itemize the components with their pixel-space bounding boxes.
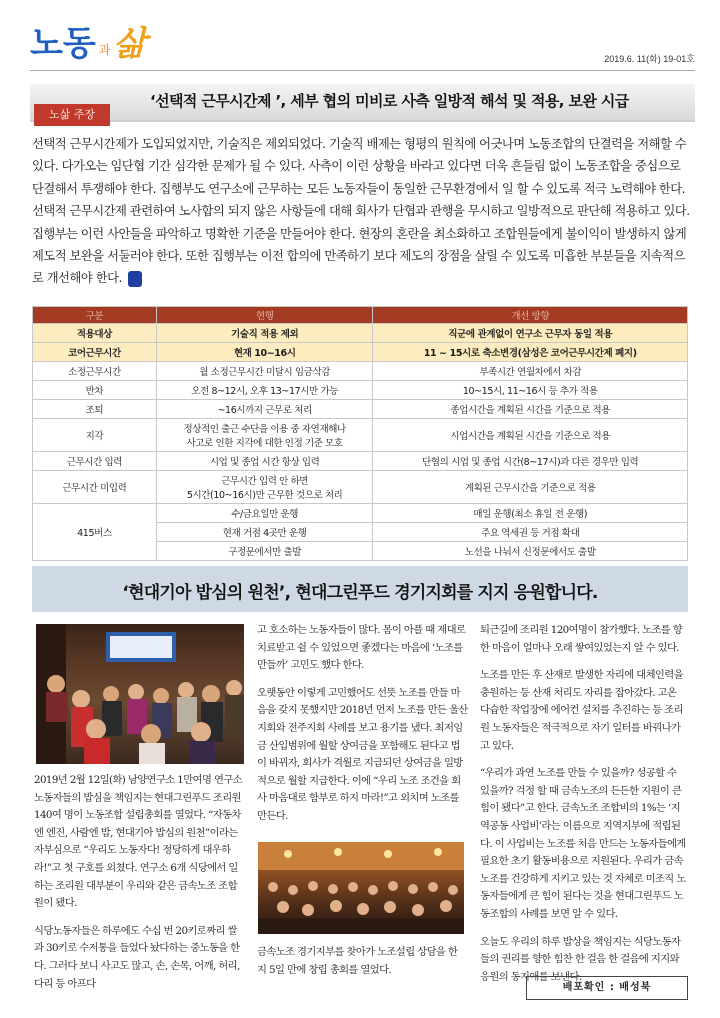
table-cell: 시업 및 종업 시간 항상 입력 — [156, 452, 373, 471]
section1-body — [32, 133, 692, 290]
article-column-1 — [34, 772, 246, 1003]
distribution-note: 배포확인 : 배성북 — [526, 976, 688, 1000]
table-cell: 수/금요일만 운행 — [156, 504, 373, 523]
table-header: 현행 — [156, 307, 373, 324]
table-cell: 11 ~ 15시로 축소변경(삼성은 코어근무시간제 폐지) — [373, 343, 688, 362]
table-cell: 반차 — [33, 381, 157, 400]
section1-paragraph: 선택적 근무시간제가 도입되었지만, 기술직은 제외되었다. 기술직 배제는 형평의 원칙에 어긋나며 노동조합의 단결력을 저해할 수 있다. 다가오는 임단협 기간 심각한 문제가 될 수 있다. 사측이 이런 상황을 바라고 있다면 더욱 흔들림 없이 노동조합을 중심으로 단결해서 투쟁해야 한다. 집행부도 연구소에 근무하는 모든 노동자들이 동일한 근무환경에서 일 할 수 있도록 적극 노력해야 한다. — [32, 137, 687, 196]
table-cell: 부족시간 연월차에서 차감 — [373, 362, 688, 381]
table-row — [33, 452, 688, 471]
meeting-hall-photo — [258, 842, 464, 934]
article-paragraph: 2019년 2월 12일(화) 남양연구소 1만여명 연구소노동자들의 밥심을 책임지는 현대그린푸드 조리원 140여 명이 노동조합 설립총회를 열었다. “자동차엔 엔진, 사람엔 밥, 현대기아 밥심의 원천”이라는 자부심으로 “우리도 노동자다! 정당하게 대우하라!”고 첫 구호를 외쳤다. 연구소 6개 식당에서 일하는 조리원 대부분이 우리와 같은 금속노조 조합원이 됐다. — [34, 774, 243, 910]
publication-logo — [30, 24, 146, 64]
table-cell: 근무시간 입력 — [33, 452, 157, 471]
table-cell: ~16시까지 근무로 처리 — [156, 400, 373, 419]
table-row — [33, 381, 688, 400]
table-cell: 근무시간 미입력 — [33, 471, 157, 504]
table-cell: 10~15시, 11~16시 등 추가 적용 — [373, 381, 688, 400]
section1-banner — [30, 84, 695, 122]
stamp-icon — [128, 271, 142, 287]
table-cell: 적용대상 — [33, 324, 157, 343]
table-header: 구분 — [33, 307, 157, 324]
article-column-3 — [480, 622, 688, 996]
section2-banner — [32, 566, 688, 612]
table-row — [33, 324, 688, 343]
table-cell: 직군에 관계없이 연구소 근무자 동일 적용 — [373, 324, 688, 343]
article-paragraph: 오늘도 우리의 하루 밥상을 책임지는 식당노동자들의 권리를 향한 힘찬 한 걸음 한 걸음에 지지와 응원의 동지애를 보낸다. — [480, 935, 681, 983]
crowd-illustration — [36, 624, 244, 764]
article-paragraph: 식당노동자들은 하루에도 수십 번 20키로짜리 쌀과 30키로 수저통을 들었다 놨다하는 중노동을 한다. 그러다 보니 사고도 많고, 손, 손목, 어깨, 허리, 다리 등 아프다 — [34, 924, 240, 990]
hall-illustration — [258, 842, 464, 934]
table-cell: 정상적인 출근 수단을 이용 중 자연재해나 사고로 인한 지각에 대한 인정 기준 모호 — [156, 419, 373, 452]
table-row — [33, 343, 688, 362]
logo-word-labor: 노동 — [30, 24, 96, 64]
table-cell: 종업시간을 계획된 시간을 기준으로 적용 — [373, 400, 688, 419]
table-header-row — [33, 307, 688, 324]
article-column-2 — [257, 622, 469, 836]
table-cell: 주요 역세권 등 거점 확대 — [373, 523, 688, 542]
table-row — [33, 362, 688, 381]
section2-title: ‘현대기아 밥심의 원천’, 현대그린푸드 경기지회를 지지 응원합니다. — [122, 583, 598, 603]
table-cell: 매일 운행(최소 휴일 전 운행) — [373, 504, 688, 523]
section1-paragraph: 선택적 근무시간제 관련하여 노사합의 되지 않은 사항들에 대해 회사가 단협과 관행을 무시하고 일방적으로 판단해 적용하고 있다. 집행부는 이런 사안들을 파악하고 명확한 기준을 만들어야 한다. 현장의 혼란을 최소화하고 조합원들에게 불이익이 발생하지 않게 제도적 보완을 서둘러야 한다. 또한 집행부는 이전 합의에 만족하기 보다 제도의 장점을 살릴 수 있도록 미흡한 부분들을 지속적으로 개선해야 한다. — [32, 204, 690, 286]
table-cell: 현재 거점 4곳만 운행 — [156, 523, 373, 542]
table-row — [33, 419, 688, 452]
table-cell: 지각 — [33, 419, 157, 452]
table-cell: 오전 8~12시, 오후 13~17시만 가능 — [156, 381, 373, 400]
table-cell: 조퇴 — [33, 400, 157, 419]
article-column-2-bottom — [257, 944, 469, 989]
founding-meeting-photo — [36, 624, 244, 764]
table-cell: 구정문에서만 출발 — [156, 542, 373, 561]
table-header: 개선 방향 — [373, 307, 688, 324]
article-paragraph: 오랫동안 이렇게 고민했어도 선뜻 노조를 만들 마음을 갖지 못했지만 2018년 먼저 노조를 만든 울산지회와 전주지회 사례를 보고 용기를 냈다. 최저임금 산입범위에 월할 상여금을 포함해도 된다고 법이 바뀌자, 회사가 격월로 지급되던 상여금을 일방적으로 월할 지급한다. 이에 “우리 노조 조건을 회사 마음대로 함부로 하지 마라!”고 외치며 노조를 만든다. — [257, 686, 468, 822]
table-cell: 코어근무시간 — [33, 343, 157, 362]
masthead-divider — [30, 70, 695, 71]
article-paragraph: 노조를 만든 후 산재로 발생한 자리에 대체인력을 충원하는 등 산재 처리도 자리를 잡아갔다. 고온 다습한 작업장에 에어컨 설치를 추진하는 등 조리원 노동자들은 적극적으로 자기 일터를 바꿔나가고 있다. — [480, 669, 683, 752]
table-cell: 415버스 — [33, 504, 157, 561]
table-cell: 노선을 나눠서 신정문에서도 출발 — [373, 542, 688, 561]
section1-title: ‘선택적 근무시간제 ’, 세부 협의 미비로 사측 일방적 해석 및 적용, 보완 시급 — [150, 92, 629, 110]
issue-date: 2019.6. 11(화) 19-01호 — [604, 54, 695, 64]
logo-word-life: 삶 — [113, 24, 147, 64]
table-cell: 월 소정근무시간 미달시 임금삭감 — [156, 362, 373, 381]
masthead — [30, 24, 695, 72]
article-paragraph: “우리가 과연 노조를 만들 수 있을까? 성공할 수 있을까? 걱정 할 때 금속노조의 든든한 지원이 큰 힘이 됐다”고 한다. 금속노조 조합비의 1%는 ‘지역공동 사업비’라는 이름으로 지역지부에 적립된다. 이 사업비는 노조를 처음 만드는 노동자들에게 필요한 초기 활동비용으로 지원된다. 우리가 금속노조를 건강하게 지키고 있는 것 자체로 미조직 노동자들에게 큰 힘이 된다는 것을 현대그린푸드 노동조합의 사례를 보면 알 수 있다. — [480, 767, 686, 920]
table-cell: 계획된 근무시간을 기준으로 적용 — [373, 471, 688, 504]
article-paragraph: 금속노조 경기지부를 찾아가 노조설립 상담을 한 지 5일 만에 창립 총회를 열었다. — [257, 946, 458, 976]
table-cell: 근무시간 입력 안 하면 5시간(10~16시)만 근무한 것으로 처리 — [156, 471, 373, 504]
comparison-table — [32, 306, 688, 561]
table-cell: 단협의 시업 및 종업 시간(8~17시)과 다른 경우만 입력 — [373, 452, 688, 471]
table-row — [33, 504, 688, 523]
table-row — [33, 400, 688, 419]
table-cell: 소정근무시간 — [33, 362, 157, 381]
table-cell: 현재 10~16시 — [156, 343, 373, 362]
section1-tag: 노삶 주장 — [34, 104, 110, 126]
logo-conjunction: 과 — [98, 43, 111, 57]
table-row — [33, 471, 688, 504]
article-paragraph: 고 호소하는 노동자들이 많다. 몸이 아플 때 제대로 치료받고 쉴 수 있었으면 좋겠다는 마음에 ‘노조를 만들까’ 고민도 했다 한다. — [257, 624, 466, 672]
table-cell: 시업시간을 계획된 시간을 기준으로 적용 — [373, 419, 688, 452]
article-paragraph: 퇴근길에 조리원 120여명이 참가했다. 노조를 향한 마음이 얼마나 오래 쌓여있었는지 알 수 있다. — [480, 624, 683, 654]
table-cell: 기술직 적용 제외 — [156, 324, 373, 343]
